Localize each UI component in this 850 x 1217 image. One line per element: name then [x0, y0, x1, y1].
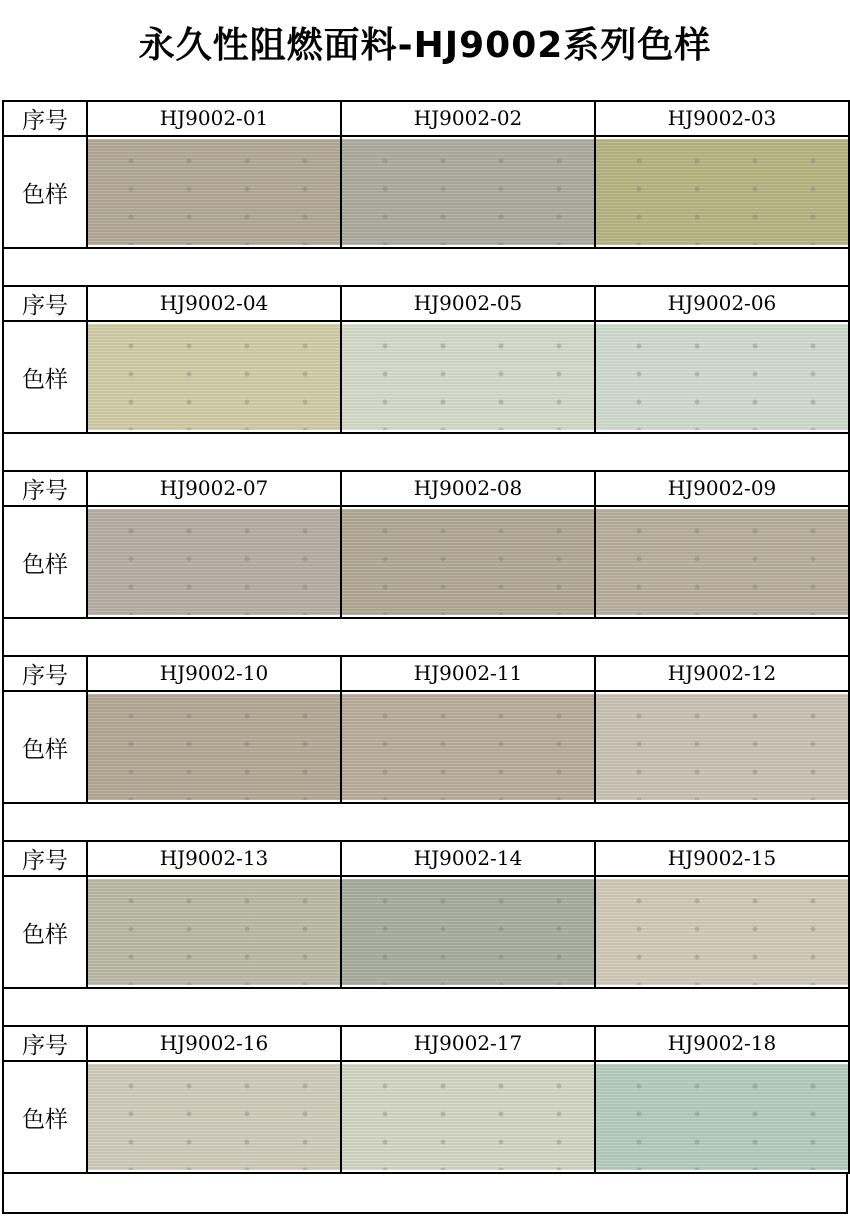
- swatch-cell: [341, 136, 595, 248]
- swatch-code: HJ9002-01: [87, 101, 341, 136]
- swatch-code: HJ9002-02: [341, 101, 595, 136]
- swatch-table-body: [3, 101, 849, 1173]
- swatch-row: [3, 506, 849, 618]
- serial-label: 序号: [3, 286, 87, 321]
- swatch-code: HJ9002-04: [87, 286, 341, 321]
- swatch-cell: [595, 321, 849, 433]
- swatch-table: [2, 100, 850, 1174]
- swatch-cell: [341, 1061, 595, 1173]
- fabric-swatch: [596, 324, 848, 430]
- bottom-spacer: [2, 1174, 848, 1214]
- swatch-cell: [341, 691, 595, 803]
- swatch-code: HJ9002-11: [341, 656, 595, 691]
- swatch-code: HJ9002-12: [595, 656, 849, 691]
- group-spacer: [3, 433, 849, 471]
- swatch-cell: [595, 691, 849, 803]
- swatch-code: HJ9002-15: [595, 841, 849, 876]
- serial-label: 序号: [3, 656, 87, 691]
- swatch-code: HJ9002-03: [595, 101, 849, 136]
- group-spacer-cell: [3, 618, 849, 656]
- swatch-code: HJ9002-17: [341, 1026, 595, 1061]
- group-spacer: [3, 618, 849, 656]
- swatch-code: HJ9002-08: [341, 471, 595, 506]
- fabric-swatch: [596, 139, 848, 245]
- group-spacer: [3, 803, 849, 841]
- swatch-label: 色样: [3, 136, 87, 248]
- swatch-cell: [341, 876, 595, 988]
- swatch-code: HJ9002-06: [595, 286, 849, 321]
- swatch-cell: [87, 506, 341, 618]
- serial-label: 序号: [3, 1026, 87, 1061]
- swatch-code: HJ9002-09: [595, 471, 849, 506]
- serial-label: 序号: [3, 471, 87, 506]
- swatch-cell: [87, 1061, 341, 1173]
- fabric-swatch: [342, 324, 594, 430]
- fabric-swatch: [88, 1064, 340, 1170]
- swatch-row: [3, 691, 849, 803]
- swatch-code: HJ9002-14: [341, 841, 595, 876]
- serial-label: 序号: [3, 101, 87, 136]
- swatch-label: 色样: [3, 691, 87, 803]
- swatch-code: HJ9002-10: [87, 656, 341, 691]
- swatch-label: 色样: [3, 876, 87, 988]
- swatch-label: 色样: [3, 506, 87, 618]
- swatch-cell: [595, 1061, 849, 1173]
- swatch-code: HJ9002-18: [595, 1026, 849, 1061]
- serial-row: [3, 286, 849, 321]
- fabric-swatch: [342, 509, 594, 615]
- group-spacer-cell: [3, 988, 849, 1026]
- fabric-swatch: [342, 1064, 594, 1170]
- swatch-cell: [595, 136, 849, 248]
- group-spacer-cell: [3, 433, 849, 471]
- serial-row: [3, 471, 849, 506]
- fabric-swatch: [596, 694, 848, 800]
- swatch-row: [3, 136, 849, 248]
- swatch-cell: [595, 876, 849, 988]
- serial-row: [3, 656, 849, 691]
- swatch-code: HJ9002-05: [341, 286, 595, 321]
- swatch-row: [3, 321, 849, 433]
- group-spacer-cell: [3, 248, 849, 286]
- swatch-cell: [341, 321, 595, 433]
- swatch-label: 色样: [3, 1061, 87, 1173]
- swatch-row: [3, 876, 849, 988]
- swatch-cell: [595, 506, 849, 618]
- swatch-cell: [87, 691, 341, 803]
- fabric-swatch: [88, 509, 340, 615]
- fabric-swatch: [342, 694, 594, 800]
- swatch-label: 色样: [3, 321, 87, 433]
- swatch-cell: [87, 876, 341, 988]
- swatch-cell: [341, 506, 595, 618]
- swatch-code: HJ9002-07: [87, 471, 341, 506]
- serial-row: [3, 841, 849, 876]
- swatch-sheet: [2, 100, 848, 1214]
- swatch-row: [3, 1061, 849, 1173]
- fabric-swatch: [596, 1064, 848, 1170]
- fabric-swatch: [596, 879, 848, 985]
- fabric-swatch: [88, 324, 340, 430]
- fabric-swatch: [342, 139, 594, 245]
- fabric-swatch: [342, 879, 594, 985]
- group-spacer: [3, 988, 849, 1026]
- swatch-code: HJ9002-16: [87, 1026, 341, 1061]
- serial-label: 序号: [3, 841, 87, 876]
- fabric-swatch: [88, 694, 340, 800]
- serial-row: [3, 1026, 849, 1061]
- swatch-cell: [87, 321, 341, 433]
- fabric-swatch: [596, 509, 848, 615]
- swatch-cell: [87, 136, 341, 248]
- swatch-code: HJ9002-13: [87, 841, 341, 876]
- page-title: 永久性阻燃面料-HJ9002系列色样: [138, 25, 712, 66]
- group-spacer: [3, 248, 849, 286]
- group-spacer-cell: [3, 803, 849, 841]
- fabric-swatch: [88, 879, 340, 985]
- fabric-swatch: [88, 139, 340, 245]
- serial-row: [3, 101, 849, 136]
